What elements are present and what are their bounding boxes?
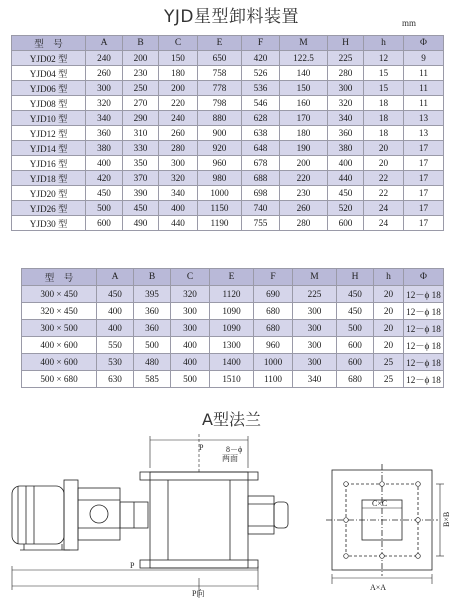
value-cell: 690	[254, 286, 293, 303]
value-cell: 1090	[210, 303, 254, 320]
value-cell: 22	[364, 186, 404, 201]
value-cell: 1400	[210, 354, 254, 371]
value-cell: 1090	[210, 320, 254, 337]
value-cell: 18	[364, 111, 404, 126]
value-cell: 280	[328, 66, 364, 81]
value-cell: 585	[134, 371, 171, 388]
flange-subtitle: A型法兰	[202, 410, 261, 429]
table-row	[12, 51, 444, 66]
label-holes: 8－ϕ	[226, 445, 243, 454]
table-row	[12, 66, 444, 81]
value-cell: 320	[171, 286, 210, 303]
header-cell: H	[337, 269, 374, 286]
label-both-sides: 两面	[222, 454, 238, 463]
value-cell: 500	[171, 371, 210, 388]
value-cell: 360	[134, 303, 171, 320]
value-cell: 340	[328, 111, 364, 126]
value-cell: 190	[280, 141, 328, 156]
value-cell: 20	[374, 320, 404, 337]
value-cell: 400	[171, 337, 210, 354]
header-cell: 型 号	[12, 36, 86, 51]
table-row	[22, 320, 444, 337]
value-cell: 17	[404, 171, 444, 186]
header-cell: M	[280, 36, 328, 51]
value-cell: 400	[97, 303, 134, 320]
table-header-row	[12, 36, 444, 51]
value-cell: 300	[293, 337, 337, 354]
value-cell: 11	[404, 81, 444, 96]
model-cell: 300 × 500	[22, 320, 97, 337]
header-cell: B	[134, 269, 171, 286]
value-cell: 758	[198, 66, 242, 81]
value-cell: 600	[86, 216, 123, 231]
value-cell: 300	[171, 303, 210, 320]
header-cell: Φ	[404, 36, 444, 51]
value-cell: 395	[134, 286, 171, 303]
value-cell: 225	[328, 51, 364, 66]
value-cell: 450	[337, 303, 374, 320]
value-cell: 12－ϕ 18	[404, 354, 444, 371]
value-cell: 160	[280, 96, 328, 111]
value-cell: 648	[242, 141, 280, 156]
value-cell: 360	[86, 126, 123, 141]
value-cell: 698	[242, 186, 280, 201]
value-cell: 650	[198, 51, 242, 66]
model-cell: YJD18 型	[12, 171, 86, 186]
value-cell: 1100	[254, 371, 293, 388]
value-cell: 12－ϕ 18	[404, 303, 444, 320]
value-cell: 225	[293, 286, 337, 303]
value-cell: 300	[171, 320, 210, 337]
value-cell: 12	[364, 51, 404, 66]
value-cell: 320	[159, 171, 198, 186]
value-cell: 17	[404, 186, 444, 201]
value-cell: 13	[404, 126, 444, 141]
value-cell: 260	[280, 201, 328, 216]
value-cell: 960	[254, 337, 293, 354]
value-cell: 250	[123, 81, 159, 96]
model-cell: YJD26 型	[12, 201, 86, 216]
value-cell: 150	[280, 81, 328, 96]
value-cell: 12－ϕ 18	[404, 286, 444, 303]
value-cell: 310	[123, 126, 159, 141]
header-cell: A	[97, 269, 134, 286]
value-cell: 678	[242, 156, 280, 171]
technical-drawing	[0, 428, 463, 600]
table-row	[22, 286, 444, 303]
flange-plan	[326, 464, 438, 576]
value-cell: 390	[123, 186, 159, 201]
flange-dimensions	[332, 484, 444, 584]
label-c: C×C	[372, 499, 388, 508]
value-cell: 1510	[210, 371, 254, 388]
value-cell: 12－ϕ 18	[404, 337, 444, 354]
value-cell: 230	[123, 66, 159, 81]
value-cell: 25	[374, 371, 404, 388]
label-p-side: P	[130, 561, 135, 570]
value-cell: 440	[159, 216, 198, 231]
value-cell: 360	[134, 320, 171, 337]
label-b: B×B	[442, 511, 451, 527]
value-cell: 638	[242, 126, 280, 141]
model-cell: 320 × 450	[22, 303, 97, 320]
table-row	[12, 126, 444, 141]
value-cell: 200	[280, 156, 328, 171]
table-row	[12, 186, 444, 201]
value-cell: 20	[364, 156, 404, 171]
header-cell: A	[86, 36, 123, 51]
header-cell: h	[374, 269, 404, 286]
value-cell: 440	[328, 171, 364, 186]
value-cell: 320	[328, 96, 364, 111]
value-cell: 25	[374, 354, 404, 371]
spec-table-yjd	[11, 35, 444, 231]
value-cell: 300	[293, 303, 337, 320]
header-cell: 型 号	[22, 269, 97, 286]
table-row	[12, 141, 444, 156]
value-cell: 180	[159, 66, 198, 81]
value-cell: 400	[97, 320, 134, 337]
value-cell: 798	[198, 96, 242, 111]
value-cell: 480	[134, 354, 171, 371]
value-cell: 520	[328, 201, 364, 216]
value-cell: 140	[280, 66, 328, 81]
value-cell: 680	[337, 371, 374, 388]
value-cell: 17	[404, 201, 444, 216]
value-cell: 220	[159, 96, 198, 111]
value-cell: 530	[97, 354, 134, 371]
value-cell: 200	[159, 81, 198, 96]
value-cell: 1150	[198, 201, 242, 216]
value-cell: 300	[86, 81, 123, 96]
value-cell: 755	[242, 216, 280, 231]
value-cell: 12－ϕ 18	[404, 371, 444, 388]
motor-flange	[64, 480, 78, 550]
model-cell: YJD12 型	[12, 126, 86, 141]
value-cell: 9	[404, 51, 444, 66]
motor-body	[12, 486, 64, 544]
value-cell: 628	[242, 111, 280, 126]
header-cell: E	[198, 36, 242, 51]
value-cell: 360	[328, 126, 364, 141]
value-cell: 290	[123, 111, 159, 126]
value-cell: 600	[337, 354, 374, 371]
value-cell: 180	[280, 126, 328, 141]
model-cell: YJD20 型	[12, 186, 86, 201]
model-cell: YJD14 型	[12, 141, 86, 156]
value-cell: 920	[198, 141, 242, 156]
value-cell: 1000	[254, 354, 293, 371]
value-cell: 340	[86, 111, 123, 126]
header-cell: C	[171, 269, 210, 286]
value-cell: 900	[198, 126, 242, 141]
table-row	[12, 81, 444, 96]
value-cell: 380	[86, 141, 123, 156]
value-cell: 260	[159, 126, 198, 141]
unit-label: mm	[402, 18, 417, 28]
header-cell: h	[364, 36, 404, 51]
value-cell: 980	[198, 171, 242, 186]
value-cell: 778	[198, 81, 242, 96]
value-cell: 880	[198, 111, 242, 126]
table-row	[12, 171, 444, 186]
value-cell: 740	[242, 201, 280, 216]
table-row	[12, 96, 444, 111]
value-cell: 270	[123, 96, 159, 111]
header-cell: H	[328, 36, 364, 51]
table-row	[22, 303, 444, 320]
header-cell: C	[159, 36, 198, 51]
value-cell: 330	[123, 141, 159, 156]
model-cell: 500 × 680	[22, 371, 97, 388]
label-a: A×A	[370, 583, 387, 592]
value-cell: 1000	[198, 186, 242, 201]
header-cell: B	[123, 36, 159, 51]
value-cell: 17	[404, 216, 444, 231]
value-cell: 600	[328, 216, 364, 231]
value-cell: 536	[242, 81, 280, 96]
value-cell: 550	[97, 337, 134, 354]
header-cell: M	[293, 269, 337, 286]
value-cell: 1120	[210, 286, 254, 303]
value-cell: 24	[364, 201, 404, 216]
table-row	[12, 156, 444, 171]
value-cell: 230	[280, 186, 328, 201]
model-cell: YJD04 型	[12, 66, 86, 81]
table-row	[12, 216, 444, 231]
value-cell: 220	[280, 171, 328, 186]
value-cell: 280	[280, 216, 328, 231]
value-cell: 300	[159, 156, 198, 171]
value-cell: 320	[86, 96, 123, 111]
header-cell: E	[210, 269, 254, 286]
value-cell: 17	[404, 156, 444, 171]
value-cell: 122.5	[280, 51, 328, 66]
table-row	[22, 371, 444, 388]
value-cell: 400	[328, 156, 364, 171]
value-cell: 500	[86, 201, 123, 216]
value-cell: 11	[404, 66, 444, 81]
label-p-top: P	[199, 443, 204, 452]
model-cell: 400 × 600	[22, 354, 97, 371]
value-cell: 11	[404, 96, 444, 111]
value-cell: 400	[86, 156, 123, 171]
header-cell: F	[254, 269, 293, 286]
value-cell: 170	[280, 111, 328, 126]
model-cell: 300 × 450	[22, 286, 97, 303]
value-cell: 350	[123, 156, 159, 171]
value-cell: 1190	[198, 216, 242, 231]
value-cell: 630	[97, 371, 134, 388]
value-cell: 18	[364, 126, 404, 141]
bearing-cap	[248, 496, 274, 534]
value-cell: 450	[337, 286, 374, 303]
valve-housing	[150, 472, 248, 568]
table-row	[22, 337, 444, 354]
value-cell: 400	[171, 354, 210, 371]
value-cell: 240	[86, 51, 123, 66]
value-cell: 22	[364, 171, 404, 186]
value-cell: 17	[404, 141, 444, 156]
value-cell: 280	[159, 141, 198, 156]
value-cell: 490	[123, 216, 159, 231]
value-cell: 24	[364, 216, 404, 231]
gearbox	[78, 488, 120, 540]
model-cell: YJD10 型	[12, 111, 86, 126]
model-cell: YJD06 型	[12, 81, 86, 96]
value-cell: 20	[374, 286, 404, 303]
value-cell: 240	[159, 111, 198, 126]
value-cell: 15	[364, 81, 404, 96]
value-cell: 450	[97, 286, 134, 303]
table-row	[12, 111, 444, 126]
model-cell: YJD16 型	[12, 156, 86, 171]
header-cell: Φ	[404, 269, 444, 286]
value-cell: 150	[159, 51, 198, 66]
value-cell: 380	[328, 141, 364, 156]
header-cell: F	[242, 36, 280, 51]
value-cell: 200	[123, 51, 159, 66]
value-cell: 300	[328, 81, 364, 96]
value-cell: 960	[198, 156, 242, 171]
model-cell: YJD08 型	[12, 96, 86, 111]
value-cell: 500	[134, 337, 171, 354]
label-p-direction: P向	[192, 589, 205, 598]
value-cell: 1300	[210, 337, 254, 354]
value-cell: 450	[86, 186, 123, 201]
value-cell: 420	[86, 171, 123, 186]
value-cell: 680	[254, 303, 293, 320]
value-cell: 546	[242, 96, 280, 111]
model-cell: YJD30 型	[12, 216, 86, 231]
value-cell: 260	[86, 66, 123, 81]
value-cell: 15	[364, 66, 404, 81]
value-cell: 526	[242, 66, 280, 81]
value-cell: 600	[337, 337, 374, 354]
table-header-row	[22, 269, 444, 286]
value-cell: 450	[328, 186, 364, 201]
value-cell: 500	[337, 320, 374, 337]
page-title: YJD星型卸料装置	[164, 7, 299, 27]
value-cell: 12－ϕ 18	[404, 320, 444, 337]
table-row	[22, 354, 444, 371]
table-row	[12, 201, 444, 216]
value-cell: 340	[159, 186, 198, 201]
value-cell: 688	[242, 171, 280, 186]
value-cell: 20	[364, 141, 404, 156]
value-cell: 680	[254, 320, 293, 337]
value-cell: 400	[159, 201, 198, 216]
value-cell: 18	[364, 96, 404, 111]
value-cell: 340	[293, 371, 337, 388]
side-view	[12, 472, 288, 568]
value-cell: 20	[374, 303, 404, 320]
value-cell: 20	[374, 337, 404, 354]
value-cell: 420	[242, 51, 280, 66]
model-cell: YJD02 型	[12, 51, 86, 66]
value-cell: 370	[123, 171, 159, 186]
model-cell: 400 × 600	[22, 337, 97, 354]
value-cell: 300	[293, 354, 337, 371]
value-cell: 13	[404, 111, 444, 126]
spec-table-flange	[21, 268, 444, 388]
value-cell: 300	[293, 320, 337, 337]
value-cell: 450	[123, 201, 159, 216]
